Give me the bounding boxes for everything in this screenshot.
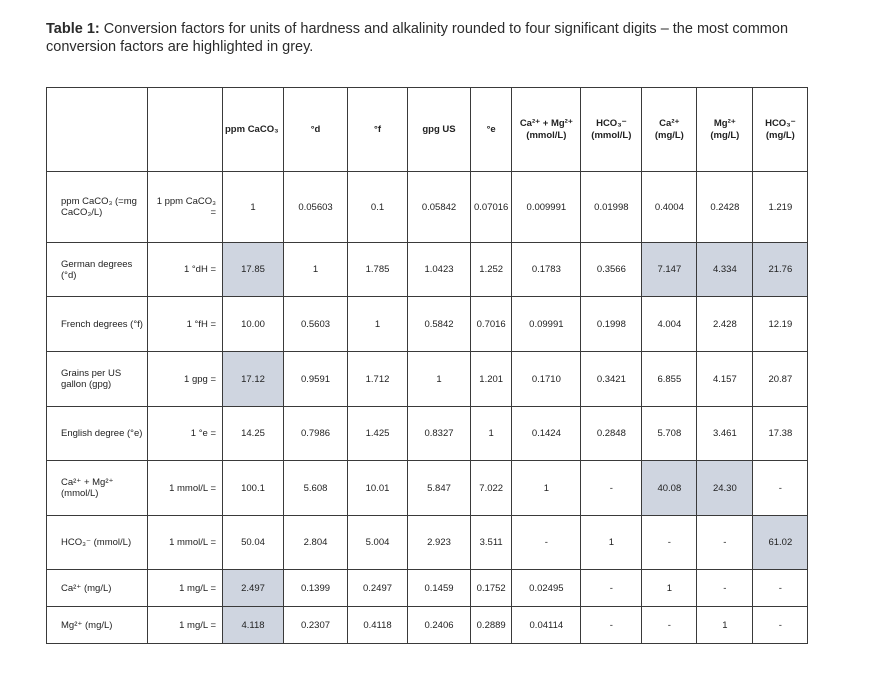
table-cell: 0.4004: [642, 172, 697, 243]
table-cell: 0.2889: [471, 607, 512, 644]
header-cell: °e: [471, 88, 512, 172]
header-cell: HCO₃⁻ (mg/L): [753, 88, 808, 172]
table-cell: 0.5603: [284, 297, 348, 352]
header-cell: °d: [284, 88, 348, 172]
table-cell: 0.1998: [581, 297, 642, 352]
table-cell: 0.1783: [512, 243, 581, 297]
table-cell: -: [581, 461, 642, 516]
table-cell: 5.847: [408, 461, 471, 516]
table-cell: 12.19: [753, 297, 808, 352]
table-cell: 3.511: [471, 516, 512, 570]
row-unit-equation: 1 mmol/L =: [148, 516, 223, 570]
table-cell: 2.497: [223, 570, 284, 607]
table-cell: 2.804: [284, 516, 348, 570]
table-cell: 0.01998: [581, 172, 642, 243]
table-cell: -: [697, 570, 753, 607]
table-cell: 1: [581, 516, 642, 570]
table-cell: 1.201: [471, 352, 512, 407]
table-cell: 1.785: [348, 243, 408, 297]
table-cell: 0.4118: [348, 607, 408, 644]
table-cell: 0.5842: [408, 297, 471, 352]
table-cell: 1.425: [348, 407, 408, 461]
row-unit-equation: 1 °e =: [148, 407, 223, 461]
table-cell: 5.608: [284, 461, 348, 516]
table-cell: 0.8327: [408, 407, 471, 461]
header-cell: Ca²⁺ (mg/L): [642, 88, 697, 172]
table-row: [47, 352, 808, 407]
table-cell: 0.2307: [284, 607, 348, 644]
table-cell: 0.3421: [581, 352, 642, 407]
table-cell: 61.02: [753, 516, 808, 570]
row-label: Mg²⁺ (mg/L): [47, 607, 148, 644]
table-row: [47, 461, 808, 516]
header-cell: HCO₃⁻ (mmol/L): [581, 88, 642, 172]
caption-label: Table 1:: [46, 21, 100, 37]
table-cell: 0.2406: [408, 607, 471, 644]
table-cell: 0.05842: [408, 172, 471, 243]
table-cell: 3.461: [697, 407, 753, 461]
table-cell: 4.334: [697, 243, 753, 297]
row-unit-equation: 1 mg/L =: [148, 570, 223, 607]
table-cell: 100.1: [223, 461, 284, 516]
table-cell: 40.08: [642, 461, 697, 516]
table-cell: 20.87: [753, 352, 808, 407]
row-unit-equation: 1 mmol/L =: [148, 461, 223, 516]
table-cell: 5.708: [642, 407, 697, 461]
table-cell: 17.12: [223, 352, 284, 407]
row-unit-equation: 1 °dH =: [148, 243, 223, 297]
table-row: [47, 570, 808, 607]
row-label: Grains per US gallon (gpg): [47, 352, 148, 407]
table-cell: 21.76: [753, 243, 808, 297]
table-cell: 14.25: [223, 407, 284, 461]
table-cell: 50.04: [223, 516, 284, 570]
row-label: German degrees (°d): [47, 243, 148, 297]
table-cell: 1.252: [471, 243, 512, 297]
conversion-table: [46, 87, 808, 644]
table-cell: 0.1752: [471, 570, 512, 607]
table-cell: 0.9591: [284, 352, 348, 407]
row-unit-equation: 1 gpg =: [148, 352, 223, 407]
table-body: [47, 88, 808, 644]
table-cell: 7.022: [471, 461, 512, 516]
header-row: [47, 88, 808, 172]
table-row: [47, 172, 808, 243]
table-cell: 0.009991: [512, 172, 581, 243]
table-cell: -: [642, 607, 697, 644]
table-cell: 7.147: [642, 243, 697, 297]
header-cell: [47, 88, 148, 172]
table-cell: 1: [223, 172, 284, 243]
row-label: Ca²⁺ + Mg²⁺ (mmol/L): [47, 461, 148, 516]
table-cell: 0.2428: [697, 172, 753, 243]
table-cell: 0.07016: [471, 172, 512, 243]
table-cell: 0.09991: [512, 297, 581, 352]
row-label: French degrees (°f): [47, 297, 148, 352]
table-cell: 0.02495: [512, 570, 581, 607]
table-cell: 0.1399: [284, 570, 348, 607]
table-caption: [46, 20, 846, 56]
caption-text: Conversion factors for units of hardness and alkalinity rounded to four significant digits – the most common conversion factors are highlighted in grey.: [46, 21, 789, 55]
row-unit-equation: 1 mg/L =: [148, 607, 223, 644]
table-cell: 10.00: [223, 297, 284, 352]
table-cell: 1.219: [753, 172, 808, 243]
header-cell: Mg²⁺ (mg/L): [697, 88, 753, 172]
table-cell: 1: [697, 607, 753, 644]
header-cell: gpg US: [408, 88, 471, 172]
row-label: Ca²⁺ (mg/L): [47, 570, 148, 607]
table-cell: 2.428: [697, 297, 753, 352]
table-cell: -: [642, 516, 697, 570]
table-row: [47, 243, 808, 297]
header-cell: Ca²⁺ + Mg²⁺ (mmol/L): [512, 88, 581, 172]
header-cell: [148, 88, 223, 172]
table-cell: -: [697, 516, 753, 570]
table-cell: 0.1459: [408, 570, 471, 607]
table-cell: 6.855: [642, 352, 697, 407]
header-cell: °f: [348, 88, 408, 172]
table-cell: 1: [512, 461, 581, 516]
table-cell: -: [581, 570, 642, 607]
table-cell: 17.85: [223, 243, 284, 297]
table-cell: 0.1710: [512, 352, 581, 407]
table-cell: 1: [348, 297, 408, 352]
table-cell: 1: [471, 407, 512, 461]
table-row: [47, 407, 808, 461]
row-label: ppm CaCO₃ (=mg CaCO₃/L): [47, 172, 148, 243]
table-cell: 2.923: [408, 516, 471, 570]
table-cell: -: [753, 607, 808, 644]
table-cell: -: [512, 516, 581, 570]
table-cell: 0.7986: [284, 407, 348, 461]
header-cell: ppm CaCO₃: [223, 88, 284, 172]
table-cell: 1.0423: [408, 243, 471, 297]
table-cell: -: [581, 607, 642, 644]
table-cell: 24.30: [697, 461, 753, 516]
row-label: English degree (°e): [47, 407, 148, 461]
table-cell: 17.38: [753, 407, 808, 461]
table-cell: 4.157: [697, 352, 753, 407]
row-unit-equation: 1 °fH =: [148, 297, 223, 352]
row-label: HCO₃⁻ (mmol/L): [47, 516, 148, 570]
table-cell: 1.712: [348, 352, 408, 407]
table-cell: 0.7016: [471, 297, 512, 352]
table-cell: 0.3566: [581, 243, 642, 297]
table-cell: 1: [642, 570, 697, 607]
table-cell: 4.004: [642, 297, 697, 352]
table-cell: 0.1: [348, 172, 408, 243]
table-cell: 5.004: [348, 516, 408, 570]
table-cell: 0.2848: [581, 407, 642, 461]
row-unit-equation: 1 ppm CaCO₃ =: [148, 172, 223, 243]
table-cell: 4.118: [223, 607, 284, 644]
table-cell: 1: [408, 352, 471, 407]
table-cell: 1: [284, 243, 348, 297]
table-cell: 0.1424: [512, 407, 581, 461]
table-cell: 10.01: [348, 461, 408, 516]
table-cell: 0.2497: [348, 570, 408, 607]
table-cell: 0.05603: [284, 172, 348, 243]
table-cell: -: [753, 461, 808, 516]
table-cell: 0.04114: [512, 607, 581, 644]
table-row: [47, 297, 808, 352]
table-cell: -: [753, 570, 808, 607]
table-row: [47, 516, 808, 570]
table-row: [47, 607, 808, 644]
